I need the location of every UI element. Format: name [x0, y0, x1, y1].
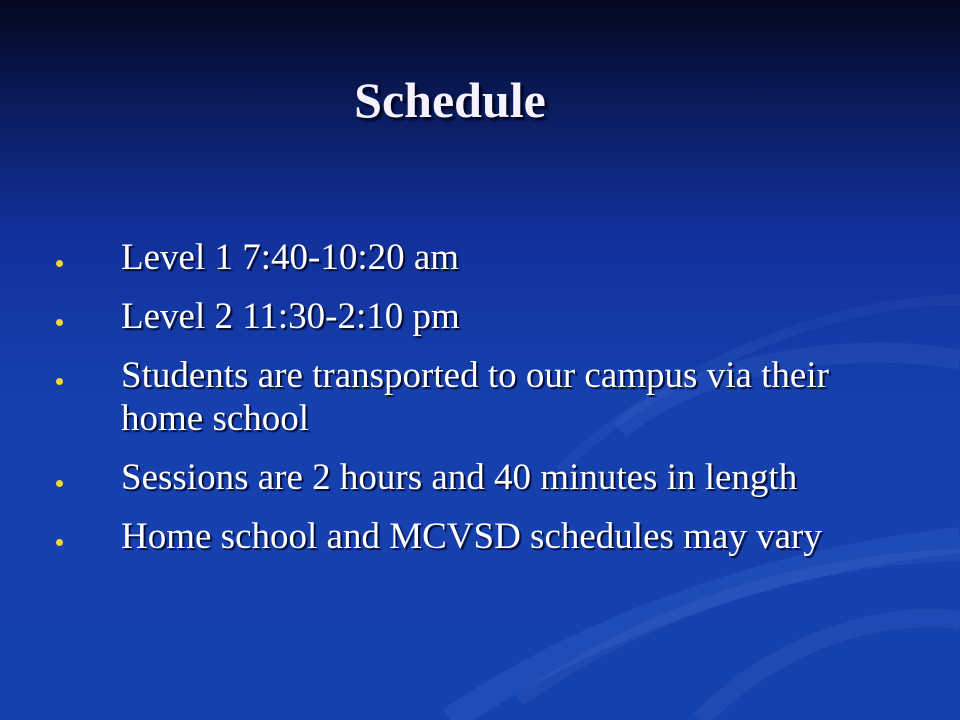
bullet-text: Level 2 11:30-2:10 pm	[121, 296, 460, 337]
bullet-dot-icon	[56, 539, 63, 546]
bullet-text: Students are transported to our campus via their home school	[121, 355, 829, 439]
bullet-dot-icon	[56, 378, 63, 385]
bullet-list	[54, 236, 914, 574]
bullet-item	[54, 354, 914, 440]
bullet-item	[54, 236, 914, 279]
bullet-item	[54, 515, 914, 558]
bullet-item	[54, 456, 914, 499]
bullet-text: Level 1 7:40-10:20 am	[121, 237, 460, 278]
bullet-text: Sessions are 2 hours and 40 minutes in length	[121, 457, 798, 498]
bullet-text: Home school and MCVSD schedules may vary	[121, 516, 822, 557]
slide-title: Schedule	[354, 72, 546, 128]
bullet-dot-icon	[56, 319, 63, 326]
bullet-dot-icon	[56, 260, 63, 267]
bullet-item	[54, 295, 914, 338]
bullet-dot-icon	[56, 480, 63, 487]
